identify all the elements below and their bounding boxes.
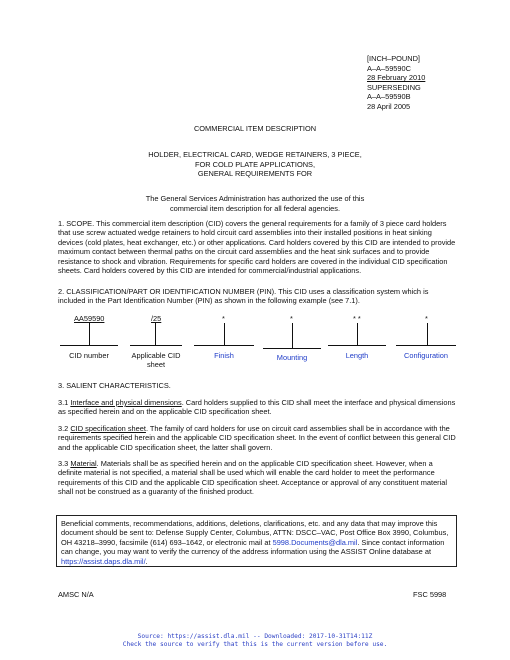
header-line: 28 April 2005 (367, 101, 411, 111)
pin-bar (396, 345, 456, 346)
section-number: 3.1 (58, 398, 69, 407)
scope-paragraph (58, 219, 456, 275)
scope-text: 1. SCOPE. This commercial item description (CID) covers the general requirements for a family of 3 piece card holders that use screw actuated wedge retainers to hold circuit card assemblies into their installed positions in heat sinking devices (cold plates, heat exchanger, etc.) or other applications. Card holders covered by this CID are intended to provide maximum contact between thermal paths on the circuit card assemblies and the heat sink surfaces and to provide resistance to shock and vibration. Requirements for specific card holders are covered in the individual CID specification sheets. Card holders covered by this CID are intended for commercial/industrial applications. (58, 219, 456, 276)
comments-text: Beneficial comments, recommendations, additions, deletions, clarifications, etc. and any data that may improve this document should be sent to: Defense Supply Center, Columbus, ATTN: DSCC–VAC, Post Office Box 3990, Columbus, OH 43218–3990, facsimile (614) 693–1642, or electronic mail at (61, 519, 449, 547)
section-3-2 (58, 424, 456, 452)
pin-code-cid-sheet: /25 (151, 314, 162, 323)
amsc-label: AMSC N/A (58, 590, 94, 599)
doc-title-line: FOR COLD PLATE APPLICATIONS, (194, 159, 316, 169)
doc-type-title: COMMERCIAL ITEM DESCRIPTION (193, 124, 317, 133)
section-text: . Materials shall be as specified herein and on the applicable CID specification sheet. However, when a definite material is not specified, a material shall be used which will enable the card holder to meet the performance requirements of this CID and the applicable CID specification sheet. Acceptance or approval of any constituent material shall not be construed as a guaranty of the finished product. (58, 459, 448, 497)
authorization-line: The General Services Administration has authorized the use of this (145, 194, 365, 203)
document-header (367, 54, 425, 112)
comments-text: . (145, 556, 148, 566)
comments-text: . Since contact information can change, you may want to verify the currency of the address information using the ASSIST Online database at (61, 537, 445, 557)
pin-stem (427, 323, 428, 345)
pin-label-length: Length (345, 351, 369, 360)
header-line: [INCH–POUND] (367, 54, 420, 63)
header-date: 28 February 2010 (367, 73, 426, 83)
doc-title (0, 150, 510, 179)
section-title: Material (70, 459, 97, 468)
authorization-line: commercial item description for all federal agencies. (169, 203, 341, 213)
pin-bar (130, 345, 182, 346)
section-text: . The family of card holders for use on circuit card assemblies shall be in accordance with the requirements specified herein and the applicable CID specification sheet. In the event of conflict between this general CID and the applicable CID specification sheet, the latter shall govern. (58, 424, 456, 452)
pin-code-length: * * (353, 314, 361, 323)
pin-code-finish: * (222, 314, 225, 323)
section-number: 3.3 (58, 459, 69, 468)
pin-stem (155, 323, 156, 345)
assist-url-link[interactable]: https://assist.daps.dla.mil/ (61, 556, 146, 566)
pin-code-cid-number: AA59590 (74, 314, 105, 323)
authorization-notice (0, 194, 510, 213)
section-3-1 (58, 398, 456, 417)
email-link[interactable]: 5998.Documents@dla.mil (272, 537, 358, 547)
fsc-label: FSC 5998 (413, 590, 447, 599)
section-3-3 (58, 459, 456, 497)
salient-heading: 3. SALIENT CHARACTERISTICS. (58, 381, 171, 390)
pin-stem (292, 323, 293, 348)
section-title: CID specification sheet (70, 424, 146, 433)
header-line: A–A–59590B (367, 92, 411, 102)
source-line: Check the source to verify that this is the current version before use. (122, 641, 388, 648)
pin-stem (224, 323, 225, 345)
pin-code-mounting: * (290, 314, 293, 323)
section-number: 3.2 (58, 424, 69, 433)
pin-bar (60, 345, 118, 346)
pin-stem (357, 323, 358, 345)
comments-box (56, 515, 457, 567)
source-line: Source: https://assist.dla.mil -- Downloaded: 2017-10-31T14:11Z (137, 633, 373, 640)
classification-text: 2. CLASSIFICATION/PART OR IDENTIFICATION NUMBER (PIN). This CID uses a classification system which is included in the Part Identification Number (PIN) as shown in the following example (see 7.1). (58, 287, 429, 306)
section-title: Interface and physical dimensions (70, 398, 182, 407)
pin-label-cid-sheet: Applicable CID sheet (131, 351, 181, 370)
pin-stem (89, 323, 90, 345)
pin-bar (263, 348, 321, 349)
pin-code-configuration: * (425, 314, 428, 323)
pin-diagram (56, 312, 456, 374)
source-notice (0, 633, 510, 649)
pin-label-finish: Finish (214, 351, 234, 360)
doc-title-line: HOLDER, ELECTRICAL CARD, WEDGE RETAINERS, 3 PIECE, (148, 150, 362, 159)
header-line: A–A–59590C (367, 63, 411, 73)
classification-paragraph (58, 287, 456, 306)
header-line: SUPERSEDING (367, 82, 421, 92)
pin-label-mounting: Mounting (276, 353, 308, 362)
pin-label-configuration: Configuration (404, 351, 448, 360)
pin-label-cid-number: CID number (69, 351, 109, 360)
doc-title-line: GENERAL REQUIREMENTS FOR (197, 169, 313, 179)
section-text: . Card holders supplied to this CID shall meet the interface and physical dimensions as specified herein and on the applicable CID specification sheet. (58, 398, 456, 417)
pin-bar (194, 345, 254, 346)
pin-bar (328, 345, 386, 346)
